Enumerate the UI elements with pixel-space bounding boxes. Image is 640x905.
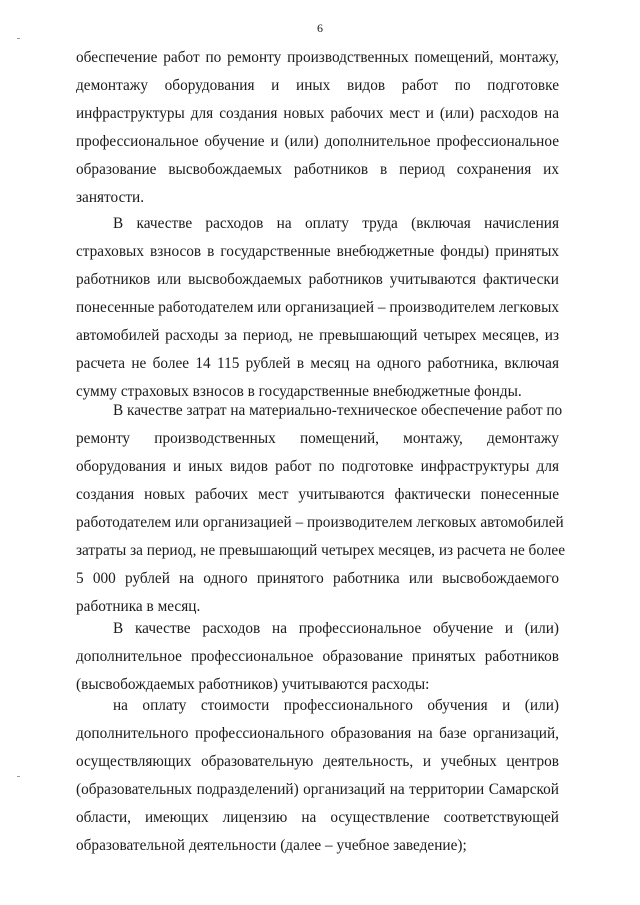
text-line: образование высвобождаемых работников в период сохранения их [76,161,559,178]
text-line: занятости. [76,189,145,206]
scan-speck [17,38,20,39]
text-line: расчета не более 14 115 рублей в месяц на одного работника, включая [76,355,559,372]
text-line: работодателем или организацией – производителем легковых автомобилей [76,514,564,531]
text-line: (высвобождаемых работников) учитываются расходы: [76,676,430,693]
text-line: В качестве расходов на оплату труда (включая начисления [113,215,559,232]
text-line: сумму страховых взносов в государственные внебюджетные фонды. [76,383,522,400]
text-line: дополнительное профессиональное образование принятых работников [76,648,559,665]
text-line: понесенные работодателем или организацией – производителем легковых [76,299,559,316]
text-line: оборудования и иных видов работ по подготовке инфраструктуры для [76,458,559,475]
text-line: ремонту производственных помещений, монтажу, демонтажу [76,430,559,447]
scan-speck [17,776,20,777]
text-line: области, имеющих лицензию на осуществление соответствующей [76,809,559,826]
text-line: демонтажу оборудования и иных видов работ по подготовке [76,77,559,94]
text-line: создания новых рабочих мест учитываются фактически понесенные [76,486,559,503]
text-line: работника в месяц. [76,598,201,615]
text-line: В качестве расходов на профессиональное обучение и (или) [113,620,559,637]
text-line: страховых взносов в государственные внебюджетные фонды) принятых [76,243,559,260]
text-line: профессиональное обучение и (или) дополнительное профессиональное [76,133,559,150]
text-line: образовательной деятельности (далее – учебное заведение); [76,837,467,854]
text-line: обеспечение работ по ремонту производственных помещений, монтажу, [76,49,559,66]
text-line: затраты за период, не превышающий четырех месяцев, из расчета не более [76,542,565,559]
text-line: В качестве затрат на материально-техническое обеспечение работ по [113,402,563,419]
page-number: 6 [317,21,323,35]
text-line: на оплату стоимости профессионального обучения и (или) [113,697,559,714]
text-line: работников или высвобождаемых работников учитываются фактически [76,271,559,288]
text-line: (образовательных подразделений) организаций на территории Самарской [76,781,559,798]
text-line: 5 000 рублей на одного принятого работника или высвобождаемого [76,570,559,587]
text-line: автомобилей расходы за период, не превышающий четырех месяцев, из [76,327,559,344]
text-line: дополнительного профессионального образования на базе организаций, [76,725,559,742]
text-line: осуществляющих образовательную деятельность, и учебных центров [76,753,559,770]
text-line: инфраструктуры для создания новых рабочих мест и (или) расходов на [76,105,559,122]
